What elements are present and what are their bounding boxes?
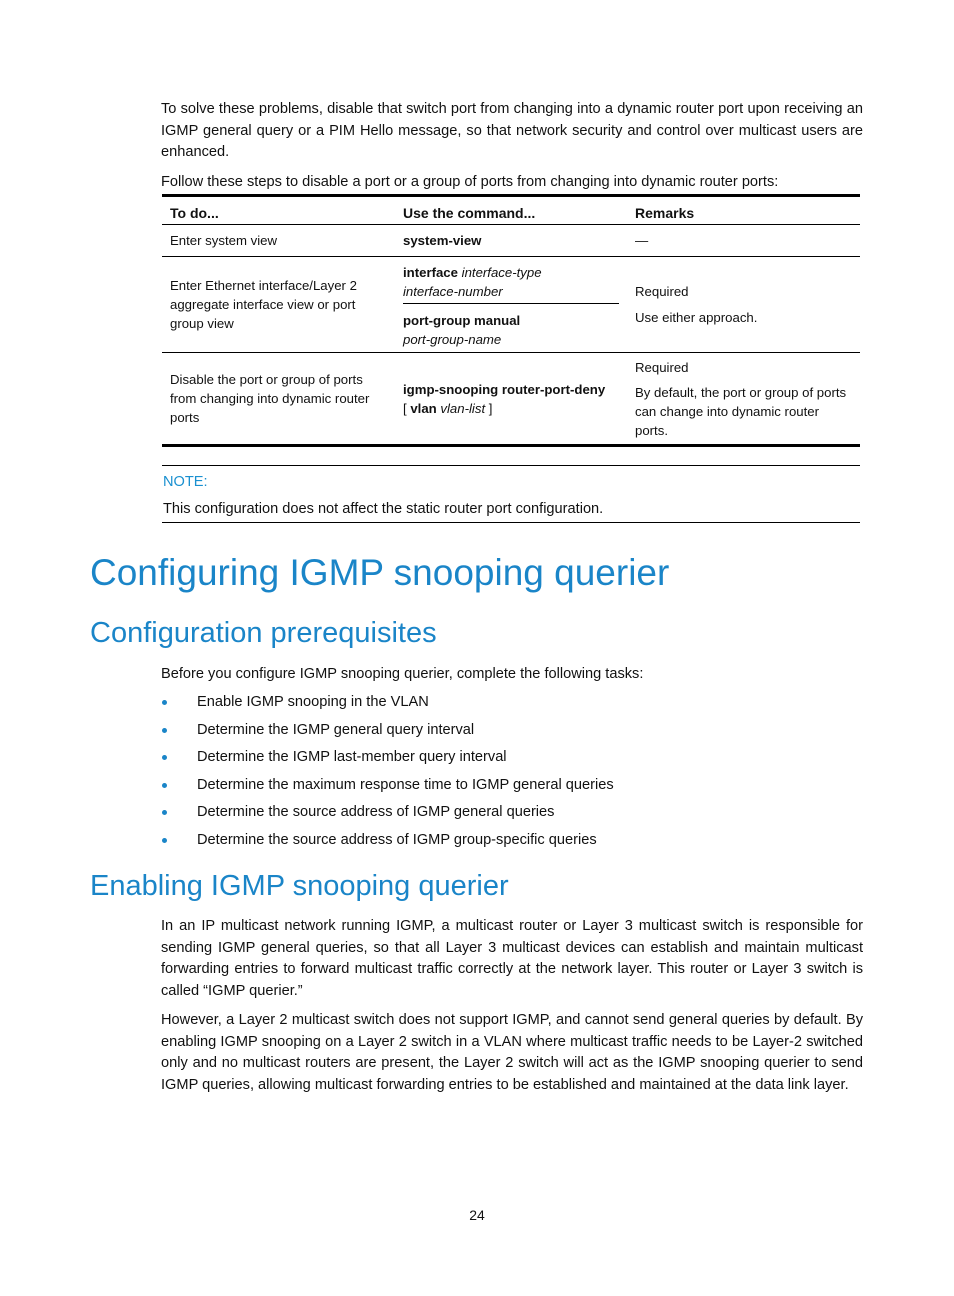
- note-label: NOTE:: [163, 474, 208, 490]
- list-item: [161, 745, 614, 773]
- section-title-enabling: Enabling IGMP snooping querier: [90, 870, 509, 902]
- row2-command-a-arg1: interface-type: [461, 265, 542, 280]
- list-item-text: Determine the maximum response time to IGMP general queries: [197, 776, 614, 793]
- table-row: [162, 257, 860, 353]
- list-item-text: Determine the source address of IGMP group-specific queries: [197, 831, 597, 848]
- bullet-icon: [162, 700, 167, 705]
- list-item: [161, 690, 614, 718]
- command-table: [162, 194, 860, 447]
- row3-command-keyword: igmp-snooping router-port-deny: [403, 381, 606, 397]
- list-item: [161, 718, 614, 746]
- row2-command-option-b: [403, 304, 619, 352]
- row1-command-keyword: system-view: [403, 233, 482, 248]
- header-todo: To do...: [162, 196, 395, 225]
- table-header-row: [162, 196, 860, 225]
- bullet-icon: [162, 783, 167, 788]
- list-item-text: Enable IGMP snooping in the VLAN: [197, 694, 429, 710]
- list-item: [161, 773, 614, 801]
- list-item: [161, 800, 614, 828]
- bullet-icon: [162, 755, 167, 760]
- bullet-icon: [162, 838, 167, 843]
- row2-remarks-required: Required: [635, 284, 689, 299]
- prerequisites-list: [161, 690, 614, 855]
- row2-command-b-keyword: port-group manual: [403, 313, 521, 328]
- row1-remarks: —: [627, 225, 860, 257]
- row2-remarks-approach: Use either approach.: [635, 310, 758, 325]
- intro-paragraph: To solve these problems, disable that switch port from changing into a dynamic router port upon receiving an IGMP general query or a PIM Hello message, so that network security and control over multicast users are enhanced.: [161, 101, 863, 160]
- row2-command-b-arg: port-group-name: [403, 332, 502, 347]
- row1-command: [395, 225, 627, 257]
- enabling-paragraph-2: However, a Layer 2 multicast switch does not support IGMP, and cannot send general queries by default. By enabling IGMP snooping on a Layer 2 switch in a VLAN where multicast traffic needs to be Layer-2 switched only and no multicast routers are present, the Layer 2 switch will act as the IGMP snooping querier to send IGMP queries, allowing multicast forwarding entries to be established and maintained at the data link layer.: [161, 1012, 863, 1093]
- row2-command-a-arg2: interface-number: [403, 284, 503, 299]
- row3-command-vlan-keyword: vlan: [410, 400, 437, 416]
- table-row: [162, 353, 860, 446]
- bullet-icon: [162, 728, 167, 733]
- list-item: [161, 828, 614, 856]
- section-title-querier: Configuring IGMP snooping querier: [90, 552, 670, 593]
- row3-todo: Disable the port or group of ports from changing into dynamic router ports: [162, 353, 395, 446]
- row3-remarks-required: Required: [635, 360, 689, 375]
- bullet-icon: [162, 810, 167, 815]
- row3-remarks: [627, 353, 860, 446]
- row2-remarks: [627, 257, 860, 353]
- row2-command: [395, 257, 627, 353]
- note-box: [162, 465, 860, 523]
- row3-command: [395, 353, 627, 446]
- row3-remarks-default: By default, the port or group of ports can change into dynamic router ports.: [635, 385, 847, 438]
- row3-command-close-bracket: ]: [488, 400, 493, 416]
- row2-command-a-keyword: interface: [403, 265, 458, 280]
- row2-todo: Enter Ethernet interface/Layer 2 aggregate interface view or port group view: [162, 257, 395, 353]
- header-command: Use the command...: [395, 196, 627, 225]
- row2-command-option-a: [403, 257, 619, 304]
- list-item-text: Determine the IGMP last-member query interval: [197, 749, 507, 765]
- table-intro-paragraph: Follow these steps to disable a port or a group of ports from changing into dynamic router ports:: [161, 174, 779, 190]
- note-text: This configuration does not affect the static router port configuration.: [163, 501, 604, 517]
- page-number: 24: [469, 1207, 485, 1223]
- header-remarks: Remarks: [627, 196, 860, 225]
- prerequisites-intro: Before you configure IGMP snooping querier, complete the following tasks:: [161, 666, 644, 682]
- row3-command-arg: vlan-list: [440, 400, 486, 416]
- enabling-paragraph-1: In an IP multicast network running IGMP, a multicast router or Layer 3 multicast switch is responsible for sending IGMP general queries, so that all Layer 3 multicast devices can establish and maintain multicast forwarding entries to forward multicast traffic correctly at the network layer. This router or Layer 3 switch is called “IGMP querier.”: [161, 918, 863, 999]
- row3-command-open-bracket: [: [403, 400, 407, 416]
- table-row: [162, 225, 860, 257]
- list-item-text: Determine the IGMP general query interval: [197, 721, 475, 738]
- row1-todo: Enter system view: [162, 225, 395, 257]
- section-title-prerequisites: Configuration prerequisites: [90, 617, 437, 649]
- list-item-text: Determine the source address of IGMP general queries: [197, 804, 555, 820]
